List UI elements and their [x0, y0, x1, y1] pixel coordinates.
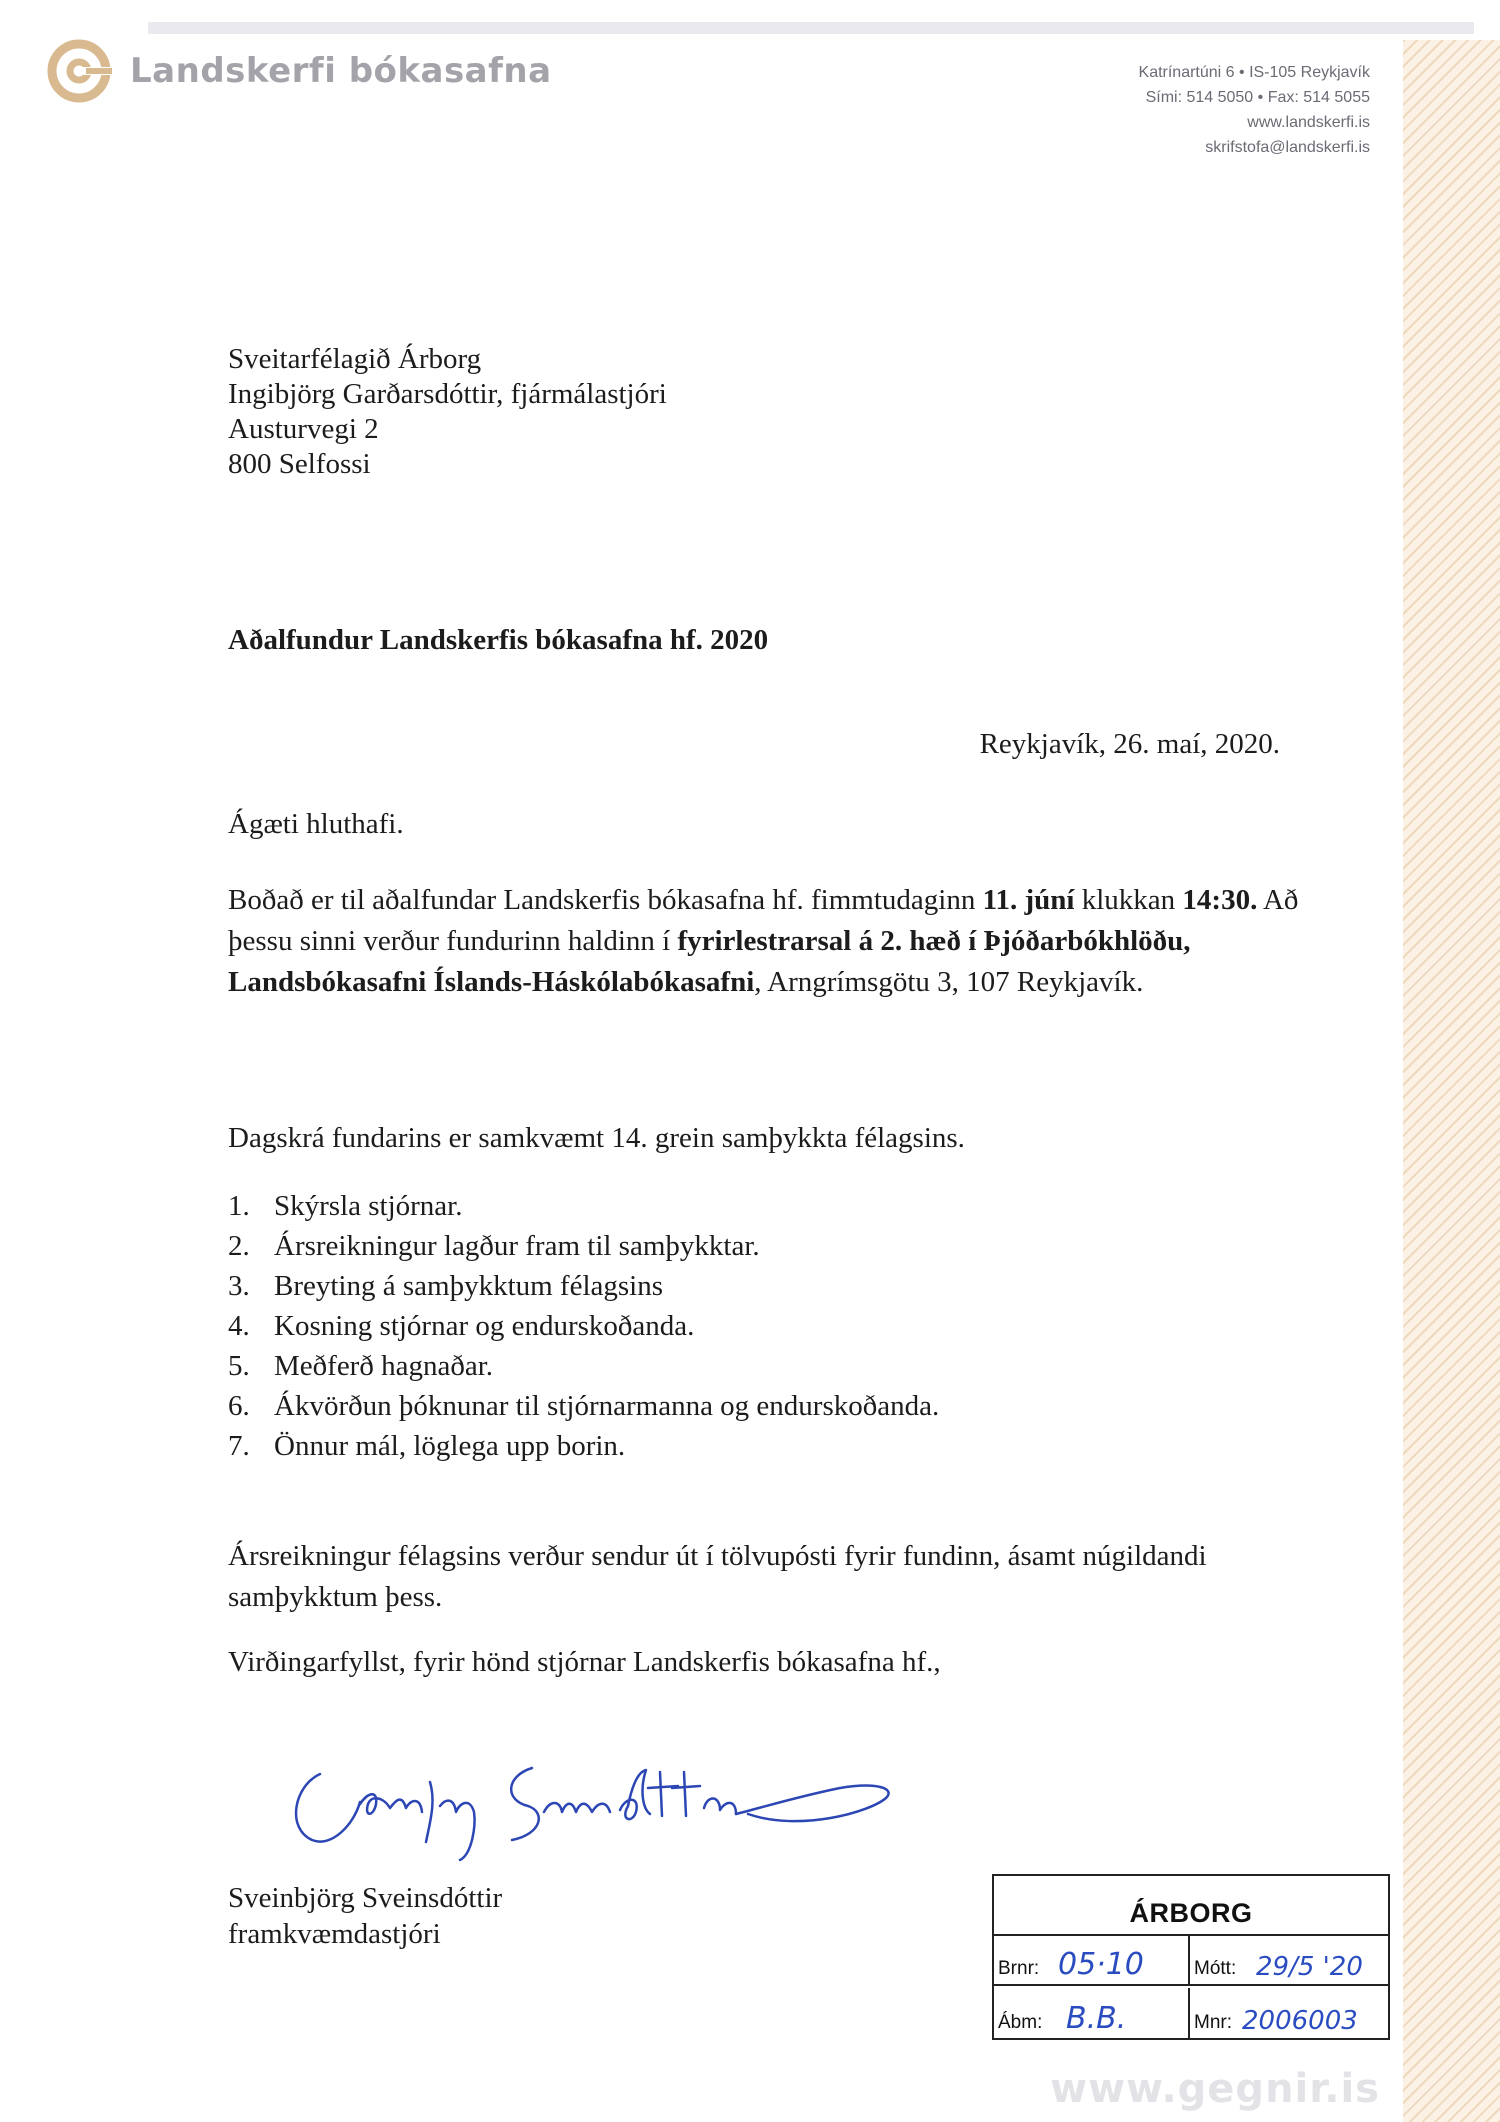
agenda-item-number: 5. — [228, 1350, 250, 1382]
agenda-item — [228, 1426, 939, 1466]
letterhead-contact — [1139, 60, 1370, 160]
para-text: Boðað er til aðalfundar Landskerfis bókasafna hf. fimmtudaginn — [228, 884, 983, 916]
stamp-grid — [994, 1934, 1388, 2040]
stamp-cell-mnr — [1190, 1988, 1388, 2038]
agenda-intro: Dagskrá fundarins er samkvæmt 14. grein samþykkta félagsins. — [228, 1122, 965, 1154]
signer-title: framkvæmdastjóri — [228, 1918, 441, 1950]
recipient-line: Austurvegi 2 — [228, 413, 379, 445]
stamp-label: Mnr: — [1194, 2012, 1232, 2033]
para-text: Að þessu sinni verður fundurinn haldinn í — [228, 884, 1299, 957]
stamp-handwritten-value: 05·10 — [1058, 1947, 1144, 1982]
para-text: klukkan — [1074, 884, 1183, 916]
letter-greeting: Ágæti hluthafi. — [228, 808, 404, 840]
stamp-cell-mott — [1190, 1936, 1388, 1986]
letterhead-logo — [44, 36, 552, 106]
letter-date: Reykjavík, 26. maí, 2020. — [979, 728, 1280, 760]
agenda-item-text: Kosning stjórnar og endurskoðanda. — [274, 1310, 695, 1342]
org-address: Katrínartúni 6 • IS-105 Reykjavík — [1138, 64, 1370, 81]
agenda-item — [228, 1226, 939, 1266]
letter-subject: Aðalfundur Landskerfis bókasafna hf. 2020 — [228, 624, 769, 656]
letter-closing: Virðingarfyllst, fyrir hönd stjórnar Landskerfis bókasafna hf., — [228, 1646, 941, 1678]
signer-block — [228, 1880, 502, 1952]
agenda-list — [228, 1186, 939, 1466]
stamp-handwritten-value: 2006003 — [1242, 2006, 1358, 2036]
stamp-cell-abm — [994, 1988, 1190, 2038]
stamp-label: Ábm: — [998, 2012, 1043, 2033]
stamp-cell-brnr — [994, 1936, 1190, 1986]
recipient-line: 800 Selfossi — [228, 448, 371, 480]
meeting-time: 14:30. — [1182, 884, 1258, 916]
org-email[interactable]: skrifstofa@landskerfi.is — [1205, 139, 1370, 156]
handwritten-signature — [280, 1742, 900, 1862]
received-stamp — [992, 1874, 1390, 2040]
meeting-date: 11. júní — [982, 884, 1075, 916]
stamp-label: Brnr: — [998, 1958, 1040, 1979]
agenda-item-text: Skýrsla stjórnar. — [274, 1190, 463, 1222]
agenda-item-number: 7. — [228, 1430, 250, 1462]
org-name: Landskerfi bókasafna — [130, 51, 552, 91]
agenda-item-text: Önnur mál, löglega upp borin. — [274, 1430, 626, 1462]
stamp-handwritten-value: B.B. — [1066, 2001, 1127, 2036]
agenda-item — [228, 1346, 939, 1386]
stamp-label: Mótt: — [1194, 1958, 1237, 1979]
stamp-title: ÁRBORG — [1129, 1898, 1253, 1928]
library-logo-icon — [44, 36, 114, 106]
recipient-block — [228, 342, 667, 482]
watermark: www.gegnir.is — [1050, 2066, 1380, 2112]
org-phone-fax: Sími: 514 5050 • Fax: 514 5055 — [1145, 89, 1370, 106]
agenda-item — [228, 1186, 939, 1226]
recipient-line: Ingibjörg Garðarsdóttir, fjármálastjóri — [228, 378, 667, 410]
agenda-item-text: Ákvörðun þóknunar til stjórnarmanna og endurskoðanda. — [274, 1390, 940, 1422]
agenda-item-text: Breyting á samþykktum félagsins — [274, 1270, 664, 1302]
agenda-item — [228, 1306, 939, 1346]
agenda-item-number: 1. — [228, 1190, 250, 1222]
annual-accounts-note: Ársreikningur félagsins verður sendur út í tölvupósti fyrir fundinn, ásamt núgildandi samþykktum þess. — [228, 1540, 1207, 1613]
side-strip — [1403, 40, 1500, 2122]
meeting-venue: fyrirlestrarsal á 2. hæð í Þjóðarbókhlöðu, Landsbókasafni Íslands-Háskólabókasafni — [228, 925, 1191, 998]
para-text: , Arngrímsgötu 3, 107 Reykjavík. — [754, 966, 1144, 998]
agenda-item-number: 4. — [228, 1310, 250, 1342]
recipient-line: Sveitarfélagið Árborg — [228, 343, 482, 375]
meeting-announcement — [228, 880, 1308, 1003]
agenda-item-text: Meðferð hagnaðar. — [274, 1350, 494, 1382]
agenda-item-number: 3. — [228, 1270, 250, 1302]
agenda-item-number: 6. — [228, 1390, 250, 1422]
stamp-handwritten-value: 29/5 '20 — [1256, 1952, 1363, 1982]
signer-name: Sveinbjörg Sveinsdóttir — [228, 1882, 503, 1914]
agenda-item — [228, 1266, 939, 1306]
agenda-item-text: Ársreikningur lagður fram til samþykktar. — [274, 1230, 760, 1262]
agenda-item-number: 2. — [228, 1230, 250, 1262]
org-website[interactable]: www.landskerfi.is — [1247, 114, 1370, 131]
top-rule — [148, 22, 1474, 34]
agenda-item — [228, 1386, 939, 1426]
